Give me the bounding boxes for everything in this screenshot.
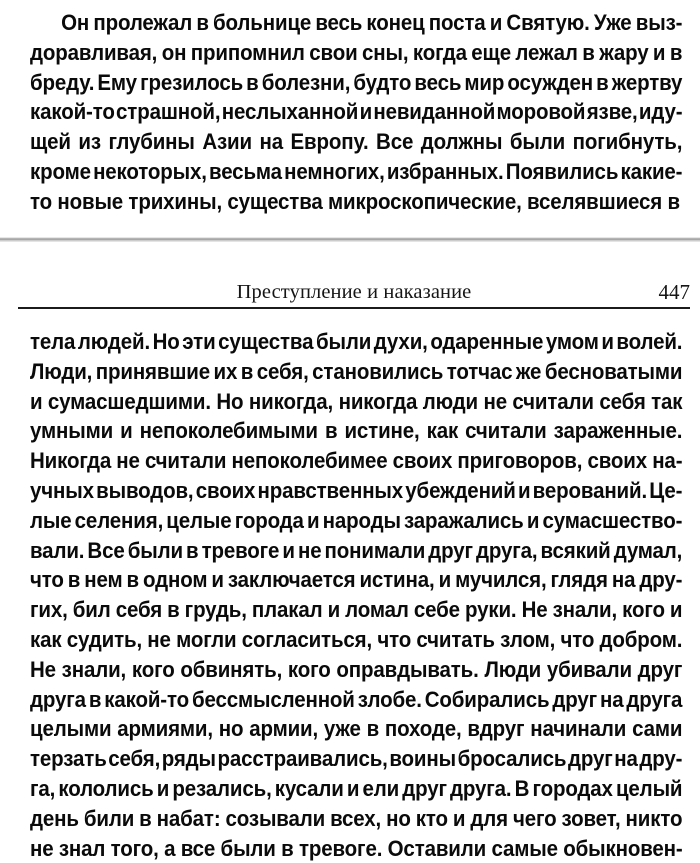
word: на: [611, 567, 636, 593]
word: друга: [626, 686, 683, 712]
word: начинали: [530, 716, 627, 742]
body-paragraph: [30, 327, 682, 863]
word: себе: [413, 597, 460, 623]
word: целый: [615, 775, 683, 801]
word: целые: [166, 507, 232, 533]
word: иду-: [638, 99, 683, 125]
word: как: [30, 626, 62, 652]
word: истина,: [359, 567, 435, 593]
text-line: [30, 476, 682, 506]
word: армии,: [249, 716, 319, 742]
text-line: [30, 38, 682, 68]
word: в: [67, 567, 81, 593]
word: люди: [422, 388, 479, 414]
word: выводов,: [96, 477, 194, 503]
word: вдруг: [467, 716, 525, 742]
word: тела: [30, 329, 76, 354]
word: тотчас: [446, 358, 513, 384]
running-header-title: Преступление и наказание: [236, 281, 472, 303]
word: армиями,: [117, 716, 213, 742]
word: считали: [465, 418, 547, 444]
word: Никогда: [30, 448, 112, 474]
word: считать: [416, 626, 495, 652]
word: истине,: [344, 418, 420, 444]
word: злобе.: [357, 686, 422, 712]
word: моровой: [496, 99, 586, 125]
text-line: [30, 446, 682, 476]
word: же: [515, 358, 542, 384]
word: созывали: [225, 805, 326, 831]
word: некоторых,: [93, 158, 207, 184]
word: друг: [637, 656, 683, 682]
word: терзать: [30, 746, 107, 772]
word: погибнуть,: [572, 129, 683, 155]
word: городах: [532, 775, 613, 801]
word: уже: [323, 716, 361, 742]
word: не: [147, 626, 171, 652]
word: неслыханной: [221, 99, 359, 125]
word: бессмысленной: [191, 686, 355, 712]
text-line: [30, 565, 682, 595]
text-line: [30, 685, 682, 715]
word: лежал: [515, 39, 578, 65]
word: щей: [30, 129, 71, 155]
text-line: [30, 536, 682, 566]
word: заключается: [227, 567, 356, 593]
word: никто: [625, 805, 683, 831]
word: какой-то: [104, 686, 189, 712]
word: заражались: [404, 507, 524, 533]
word: Азии: [202, 129, 252, 155]
word: Европу.: [290, 129, 369, 155]
word: и: [601, 329, 614, 354]
top-partial-paragraph: [30, 8, 682, 217]
word: сны,: [361, 39, 409, 65]
word: существа: [218, 329, 314, 354]
word: принявшие: [95, 358, 210, 384]
word: зараженные.: [553, 418, 683, 444]
word: мучился,: [455, 567, 547, 593]
text-line: [30, 187, 682, 217]
word: всякий: [540, 537, 611, 563]
word: из: [78, 129, 101, 155]
word: друга,: [476, 537, 538, 563]
word: не: [297, 537, 322, 563]
word: грезилось: [140, 69, 244, 95]
word: приговоров,: [457, 448, 583, 474]
word: оправдывать.: [336, 656, 479, 682]
word: на: [614, 746, 638, 772]
word: в: [186, 537, 199, 563]
word: но: [218, 716, 244, 742]
word: воины: [389, 746, 456, 772]
line-text: то новые трихины, существа микроскопические, вселявшиеся в: [30, 188, 680, 214]
word: набат:: [156, 805, 221, 831]
word: Не: [30, 656, 56, 682]
word: и: [327, 597, 341, 623]
word: дру-: [639, 746, 683, 772]
word: руки.: [464, 597, 517, 623]
word: себя,: [108, 746, 161, 772]
word: не: [116, 448, 140, 474]
word: всех,: [330, 805, 382, 831]
word: тревоге: [201, 537, 280, 563]
word: Все: [376, 129, 414, 155]
word: глядя: [550, 567, 608, 593]
word: весь: [414, 69, 462, 95]
text-line: [30, 387, 682, 417]
word: в: [167, 597, 180, 623]
word: кололись: [58, 775, 154, 801]
word: и: [346, 775, 360, 801]
word: в: [139, 805, 152, 831]
word: страшной,: [116, 99, 221, 125]
text-line: [30, 357, 682, 387]
word: на: [599, 686, 624, 712]
word: знали,: [552, 597, 618, 623]
word: что: [30, 567, 64, 593]
word: Уже: [593, 10, 632, 35]
word: Не: [521, 597, 548, 623]
word: В: [514, 775, 530, 801]
word: Собирались: [424, 686, 550, 712]
word: плакал: [251, 597, 323, 623]
word: в: [366, 716, 380, 742]
word: ломал: [345, 597, 409, 623]
word: одном: [143, 567, 208, 593]
word: духи,: [373, 329, 428, 354]
word: в: [324, 418, 338, 444]
word: кого: [287, 656, 331, 682]
word: и: [30, 388, 43, 414]
text-line: [30, 804, 682, 834]
word: зовет,: [561, 805, 621, 831]
word: будто: [353, 69, 412, 95]
word: умными: [30, 418, 114, 444]
word: кусали: [274, 775, 344, 801]
word: обвинять,: [180, 656, 283, 682]
text-line: [30, 744, 682, 774]
word: били: [83, 805, 135, 831]
text-line: [30, 834, 682, 863]
word: судить,: [66, 626, 143, 652]
word: так: [651, 388, 683, 414]
word: как: [426, 418, 459, 444]
page-separator-band: [0, 237, 700, 242]
word: грудь,: [184, 597, 247, 623]
word: Святую.: [506, 10, 590, 35]
word: и: [438, 567, 452, 593]
word: он: [161, 39, 187, 65]
word: избранных.: [386, 158, 504, 184]
word: не: [483, 388, 507, 414]
text-line: [30, 774, 682, 804]
word: знали,: [61, 656, 127, 682]
word: и: [652, 39, 666, 65]
word: гих,: [30, 597, 68, 623]
text-line: [30, 595, 682, 625]
word: народы: [322, 507, 401, 533]
word: думал,: [613, 537, 683, 563]
word: должны: [420, 129, 503, 155]
text-line: [30, 625, 682, 655]
word: лые: [30, 507, 72, 533]
word: и: [211, 567, 224, 593]
word: в: [88, 686, 102, 712]
word: резались,: [172, 775, 272, 801]
text-line: [30, 97, 682, 127]
word: себя: [115, 597, 163, 623]
text-line: [30, 157, 682, 187]
word: сами: [632, 716, 683, 742]
word: селения,: [74, 507, 164, 533]
word: друг: [402, 775, 447, 801]
word: еще: [471, 39, 511, 65]
word: считали: [512, 388, 594, 414]
word: эти: [182, 329, 216, 354]
word: в: [126, 567, 139, 593]
word: никогда: [338, 388, 418, 414]
text-line: [30, 506, 682, 536]
word: жертву: [611, 69, 683, 95]
word: бреду.: [30, 69, 95, 95]
word: немногих,: [284, 158, 385, 184]
word: когда: [412, 39, 467, 65]
word: становились: [312, 358, 444, 384]
word: пролежал: [93, 10, 193, 35]
word: себя: [599, 388, 646, 414]
word: были: [509, 129, 566, 155]
word: для: [470, 805, 508, 831]
word: но: [386, 805, 411, 831]
word: свои: [309, 39, 358, 65]
word: расстраивались,: [217, 746, 388, 772]
word: весьма: [209, 158, 282, 184]
word: и: [359, 99, 373, 125]
word: и: [452, 805, 466, 831]
word: осужден: [507, 69, 594, 95]
word: га,: [30, 775, 56, 801]
word: верований.: [532, 477, 648, 503]
word: сумасшество-: [542, 507, 683, 533]
text-line: [30, 68, 682, 98]
word: в: [240, 358, 254, 384]
word: города: [234, 507, 304, 533]
word: целыми: [30, 716, 112, 742]
word: жару: [599, 39, 649, 65]
word: их: [213, 358, 238, 384]
word: своих: [195, 477, 256, 503]
word: в: [246, 69, 259, 95]
word: и: [120, 418, 133, 444]
word: больнице: [213, 10, 312, 35]
word: и: [526, 507, 540, 533]
word: и: [489, 10, 503, 35]
text-line: [30, 714, 682, 744]
word: себя,: [256, 358, 309, 384]
word: были: [315, 329, 372, 354]
word: Появились: [505, 158, 619, 184]
word: понимали: [324, 537, 426, 563]
word: одаренные: [430, 329, 544, 354]
word: кого: [131, 656, 175, 682]
word: ели: [362, 775, 400, 801]
word: друг: [552, 686, 598, 712]
word: нем: [84, 567, 123, 593]
running-header: [18, 279, 690, 311]
word: что: [377, 626, 412, 652]
word: поста: [428, 10, 486, 35]
word: вали.: [30, 537, 85, 563]
word: и: [669, 597, 683, 623]
word: в: [196, 10, 209, 35]
word: Ему: [97, 69, 137, 95]
word: в: [669, 39, 683, 65]
word: друга.: [450, 775, 512, 801]
word: мир: [464, 69, 505, 95]
word: были: [127, 537, 183, 563]
word: убеждений: [405, 477, 516, 503]
word: доравливая,: [30, 39, 158, 65]
word: сумасшедшими.: [47, 388, 211, 414]
word: на-: [652, 448, 683, 474]
word: болезни,: [261, 69, 351, 95]
word: кто: [415, 805, 448, 831]
word: кого: [622, 597, 665, 623]
word: бил: [72, 597, 111, 623]
word: волей.: [616, 329, 683, 354]
word: и: [306, 507, 320, 533]
word: что: [560, 626, 595, 652]
word: глубины: [108, 129, 195, 155]
word: Все: [87, 537, 125, 563]
word: в: [582, 39, 595, 65]
text-line: [30, 8, 682, 38]
line-text: не знал того, а все были в тревоге. Оставили самые обыкновен-: [30, 835, 683, 861]
word: Люди,: [30, 358, 93, 384]
word: никогда,: [248, 388, 334, 414]
word: выз-: [635, 10, 683, 35]
word: и: [156, 775, 170, 801]
word: какие-: [620, 158, 683, 184]
word: добром.: [599, 626, 683, 652]
word: нравственных: [257, 477, 404, 503]
word: походе,: [384, 716, 462, 742]
word: язве,: [586, 99, 638, 125]
word: бросались: [457, 746, 567, 772]
word: Но: [152, 329, 180, 354]
word: непоколебимее: [231, 448, 388, 474]
word: злом,: [500, 626, 556, 652]
word: друг: [428, 537, 473, 563]
word: и: [282, 537, 295, 563]
word: непоколебимыми: [139, 418, 318, 444]
word: припомнил: [190, 39, 305, 65]
header-rule: [18, 307, 690, 309]
word: чего: [512, 805, 557, 831]
text-line: [30, 127, 682, 157]
word: умом: [545, 329, 599, 354]
text-line: [30, 416, 682, 446]
word: учных: [30, 477, 94, 503]
word: считали: [144, 448, 227, 474]
word: Люди: [484, 656, 542, 682]
word: друг: [568, 746, 613, 772]
word: могли: [176, 626, 237, 652]
word: невиданной: [373, 99, 496, 125]
word: ряды: [161, 746, 216, 772]
word: убивали: [546, 656, 632, 682]
clipped-previous-line: [32, 0, 571, 1]
word: своих: [392, 448, 453, 474]
word: Он: [61, 10, 90, 35]
word: день: [30, 805, 79, 831]
word: конец: [366, 10, 425, 35]
word: дру-: [639, 567, 683, 593]
word: и: [517, 477, 531, 503]
word: весь: [315, 10, 363, 35]
word: своих: [587, 448, 648, 474]
text-line: [30, 655, 682, 685]
page-number: 447: [658, 280, 690, 304]
word: кроме: [30, 158, 91, 184]
word: Це-: [649, 477, 683, 503]
text-line: [30, 327, 682, 357]
word: в: [596, 69, 609, 95]
word: людей.: [77, 329, 151, 354]
word: какой-то: [30, 99, 115, 125]
word: друга: [30, 686, 86, 712]
word: на: [259, 129, 283, 155]
word: Но: [216, 388, 244, 414]
word: бесноватыми: [544, 358, 683, 384]
word: согласиться,: [241, 626, 373, 652]
